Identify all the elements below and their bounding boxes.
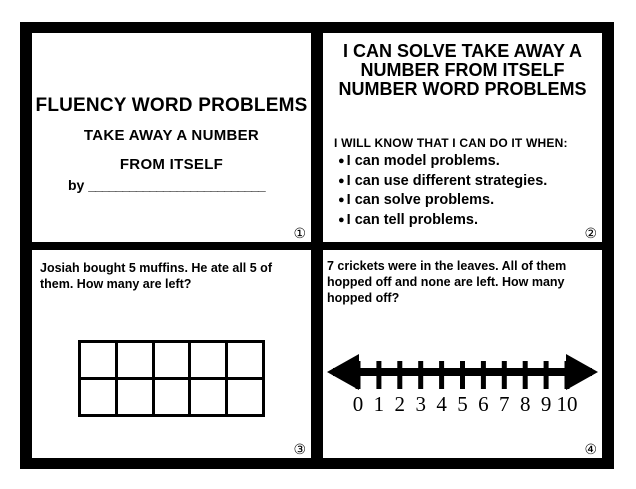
bullet-icon: ● (338, 213, 345, 226)
bullet-text: I can solve problems. (346, 192, 495, 208)
tick-label: 2 (394, 391, 406, 416)
card-objective (323, 33, 602, 242)
card-problem-crickets (323, 250, 602, 459)
page-number-badge: ① (293, 224, 306, 241)
ten-frame-cell (81, 343, 115, 377)
ten-frame-cell (81, 380, 115, 414)
tick-label: 9 (540, 391, 552, 416)
ten-frame-cell (118, 343, 152, 377)
tick-mark (481, 361, 486, 389)
page-number-badge: ② (584, 224, 597, 241)
tick-label: 8 (519, 391, 531, 416)
tick-mark (418, 361, 423, 389)
list-item (338, 172, 602, 192)
cover-subtitle2: FROM ITSELF (119, 156, 224, 173)
card-grid (20, 22, 614, 469)
tick-label: 7 (499, 391, 510, 416)
objective-title (323, 42, 602, 99)
tick-label: 5 (457, 391, 468, 416)
tick-label: 6 (478, 391, 489, 416)
tick-label: 3 (415, 391, 426, 416)
list-item (338, 152, 602, 172)
bullet-icon: ● (338, 174, 345, 187)
left-arrow-icon (327, 354, 359, 390)
card-problem-muffins (32, 250, 311, 459)
tick-mark (544, 361, 549, 389)
tick-mark (376, 361, 381, 389)
tick-mark (439, 361, 444, 389)
tick-mark (397, 361, 402, 389)
objective-title-line1: I CAN SOLVE TAKE AWAY A (342, 41, 583, 61)
page-number-badge: ④ (584, 441, 597, 457)
tick-label: 1 (373, 391, 385, 416)
objective-title-line3: NUMBER WORD PROBLEMS (338, 79, 587, 99)
ten-frame-cell (191, 343, 225, 377)
objective-title-line2: NUMBER FROM ITSELF (360, 60, 565, 80)
cover-subtitle: TAKE AWAY A NUMBER (83, 127, 260, 144)
ten-frame (78, 340, 265, 417)
tick-mark (460, 361, 465, 389)
ten-frame-cell (228, 380, 262, 414)
number-line-svg (323, 350, 602, 416)
objective-heading: I WILL KNOW THAT I CAN DO IT WHEN: (334, 136, 568, 150)
ten-frame-cell (228, 343, 262, 377)
tick-label: 4 (436, 391, 447, 416)
page-number-badge: ③ (293, 441, 306, 457)
tick-mark (565, 361, 570, 389)
card-cover (32, 33, 311, 242)
tick-mark (356, 361, 361, 389)
bullet-icon: ● (338, 155, 345, 167)
ten-frame-cell (191, 380, 225, 414)
ten-frame-cell (118, 380, 152, 414)
byline-label: by (68, 177, 85, 193)
tick-label: 10 (556, 391, 578, 416)
number-line (323, 350, 602, 416)
problem-text: Josiah bought 5 muffins. He ate all 5 of them. How many are left? (40, 260, 272, 291)
tick-mark (502, 361, 507, 389)
objective-bullet-list (323, 152, 602, 230)
cover-title: FLUENCY WORD PROBLEMS (35, 95, 308, 116)
ten-frame-cell (155, 380, 189, 414)
tick-label: 0 (352, 391, 364, 416)
byline-blank: __________________________ (88, 177, 265, 193)
ten-frame-cell (155, 343, 189, 377)
bullet-icon: ● (338, 194, 345, 206)
bullet-text: I can use different strategies. (346, 172, 548, 189)
list-item (338, 211, 602, 231)
right-arrow-icon (566, 354, 598, 390)
bullet-text: I can model problems. (346, 153, 500, 169)
byline (32, 177, 311, 193)
list-item (338, 191, 602, 211)
problem-text: 7 crickets were in the leaves. All of them hopped off and none are left. How many hopped off? (327, 258, 567, 305)
bullet-text: I can tell problems. (346, 211, 478, 228)
tick-mark (523, 361, 528, 389)
